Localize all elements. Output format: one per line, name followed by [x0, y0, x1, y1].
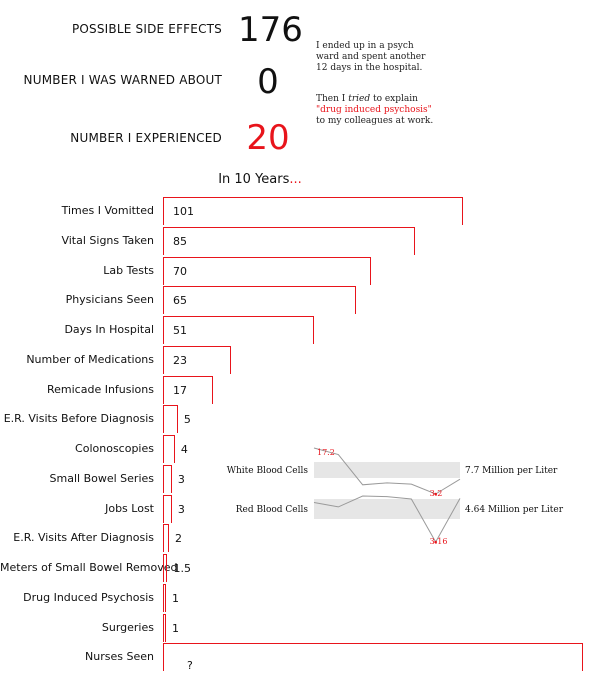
bar	[163, 495, 172, 523]
bar-label: Lab Tests	[103, 263, 154, 277]
note-colleagues	[316, 94, 436, 127]
note-text-1: Then I	[316, 94, 349, 104]
bar-value-label: ?	[187, 659, 193, 673]
bar-value-label: 1	[172, 621, 179, 635]
bar	[163, 524, 169, 552]
stat-label-possible: POSSIBLE SIDE EFFECTS	[71, 22, 222, 36]
bar-label: Vital Signs Taken	[61, 233, 154, 247]
bar-value-label: 65	[173, 294, 187, 308]
note-text-3: to my colleagues at work.	[316, 116, 434, 126]
sparkline-name: White Blood Cells	[226, 466, 308, 476]
bar-value-label: 17	[173, 383, 187, 397]
stat-value-warned: 0	[257, 62, 279, 102]
sparkline-series-line	[314, 448, 460, 494]
chart-title	[150, 172, 370, 187]
bar	[163, 405, 178, 433]
bar-label: E.R. Visits After Diagnosis	[13, 531, 154, 545]
bar	[163, 197, 463, 225]
bar	[163, 286, 356, 314]
bar	[163, 376, 213, 404]
bar	[163, 227, 415, 255]
sparkline-min-label: 3.2	[429, 489, 443, 498]
bar	[163, 465, 172, 493]
stat-value-possible: 176	[238, 10, 303, 50]
sparkline-end-label: 7.7 Million per Liter	[465, 466, 558, 476]
note-quote: "drug induced psychosis"	[316, 105, 432, 115]
bar-value-label: 5	[183, 413, 191, 427]
bar-label: Number of Medications	[26, 352, 154, 366]
bar-value-label: 1.5	[173, 562, 191, 575]
stat-label-warned: NUMBER I WAS WARNED ABOUT	[23, 73, 222, 87]
bar-label: E.R. Visits Before Diagnosis	[3, 412, 154, 426]
bar-label: Small Bowel Series	[49, 471, 154, 485]
bar	[163, 257, 371, 285]
note-psych-ward: I ended up in a psych ward and spent another 12 days in the hospital.	[316, 41, 426, 73]
chart-title-ellipsis: ...	[289, 172, 302, 187]
bar-value-label: 1	[172, 591, 179, 605]
bar-value-label: 3	[177, 502, 185, 516]
note-emphasis: tried	[348, 94, 371, 104]
chart-title-main: In 10 Years	[218, 172, 290, 187]
bar	[163, 435, 175, 463]
bar	[163, 584, 166, 612]
stat-value-experienced: 20	[246, 118, 290, 158]
bar-label: Days In Hospital	[64, 323, 154, 336]
bar-value-label: 2	[174, 532, 182, 546]
note-text-2: to explain	[370, 94, 418, 104]
sparkline-min-label: 3.16	[429, 537, 448, 546]
bar	[163, 614, 166, 642]
bar-label: Colonoscopies	[75, 442, 154, 455]
bar-label: Surgeries	[101, 620, 154, 634]
bar-label: Physicians Seen	[65, 293, 154, 307]
sparkline-name: Red Blood Cells	[235, 505, 308, 515]
sparkline-series-line	[314, 496, 460, 542]
bar-value-label: 101	[173, 205, 194, 218]
bar-label: Meters of Small Bowel Removed	[0, 561, 178, 574]
bar-value-label: 51	[173, 324, 187, 337]
bar-value-label: 3	[177, 472, 185, 486]
bar-label: Drug Induced Psychosis	[23, 590, 154, 604]
bar-label: Remicade Infusions	[46, 382, 154, 396]
bar-value-label: 70	[173, 264, 187, 278]
bar-label: Jobs Lost	[105, 501, 154, 515]
bar-label: Nurses Seen	[85, 650, 154, 664]
bar	[163, 643, 583, 671]
bar-label: Times I Vomitted	[61, 204, 154, 217]
stat-label-experienced: NUMBER I EXPERIENCED	[70, 131, 222, 145]
bar-value-label: 4	[180, 443, 188, 456]
bar-value-label: 85	[173, 234, 187, 248]
sparkline-max-label: 17.2	[317, 448, 335, 457]
bar-value-label: 23	[173, 353, 187, 367]
sparkline-end-label: 4.64 Million per Liter	[465, 505, 564, 515]
bar	[163, 554, 167, 582]
